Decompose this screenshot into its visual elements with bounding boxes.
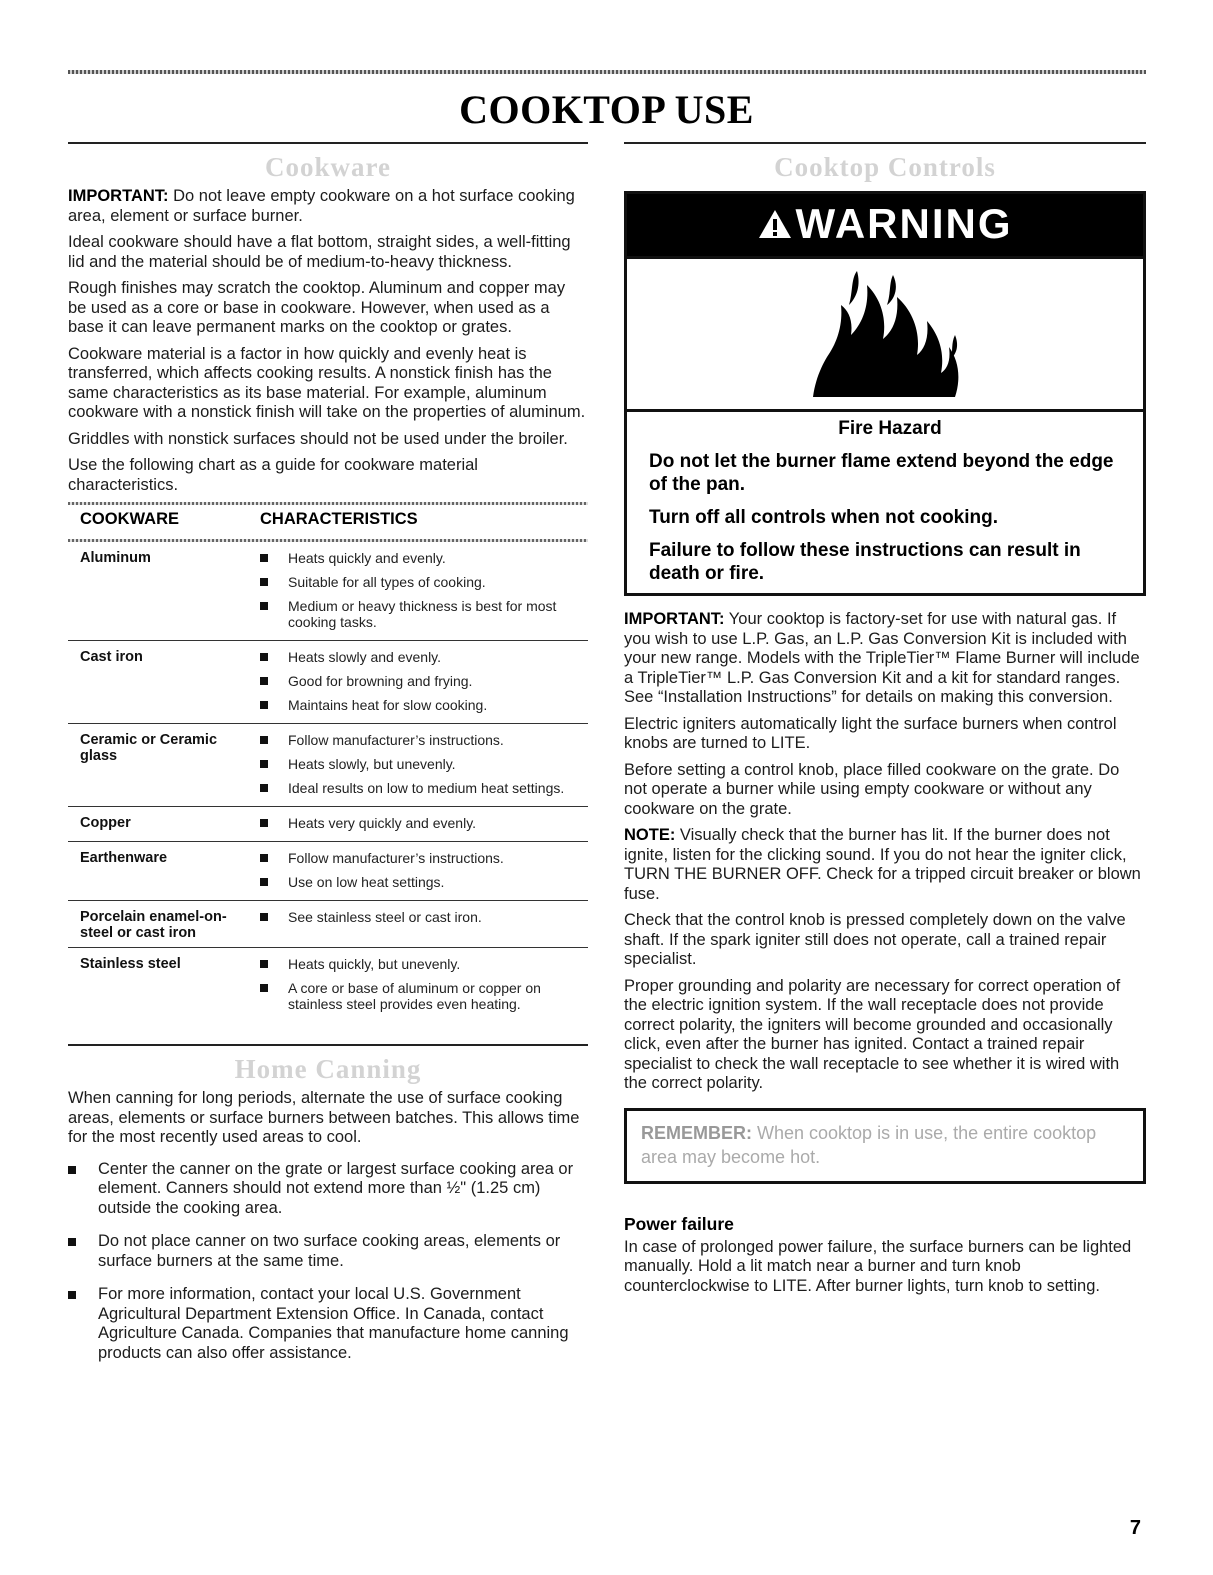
cookware-name: Ceramic or Ceramic glass — [80, 732, 218, 764]
cookware-name: Cast iron — [80, 649, 143, 665]
controls-important — [624, 610, 1146, 708]
controls-paragraph: Proper grounding and polarity are necessary for correct operation of the electric ignition system. If the wall receptacle does not provide correct polarity, the igniters will become grounded and occasionally click, even after the burner has ignited. Contact a trained repair specialist to check the wall receptacle to see whether it is wired with the correct polarity. — [624, 976, 1121, 1092]
table-row — [68, 807, 588, 842]
list-item — [256, 697, 588, 713]
page-number: 7 — [1129, 1517, 1141, 1539]
bullet-icon — [260, 913, 268, 921]
fire-hazard-image — [627, 256, 1143, 412]
controls-paragraph: Before setting a control knob, place filled cookware on the grate. Do not operate a burner while using empty cookware or without any cookware on the grate. — [624, 760, 1120, 818]
bullet-icon — [260, 701, 268, 709]
cookware-name: Copper — [80, 815, 131, 831]
bullet-icon — [260, 653, 268, 661]
right-column — [624, 142, 1146, 1303]
list-item — [256, 550, 588, 566]
list-item-text: Heats slowly, but unevenly. — [288, 756, 456, 772]
cookware-name: Stainless steel — [80, 956, 181, 972]
bullet-icon — [260, 784, 268, 792]
warning-label: WARNING — [795, 200, 1013, 247]
home-canning-intro: When canning for long periods, alternate the use of surface cooking areas, elements or surface burners between batches. This allows time for the most recently used areas to cool. — [68, 1089, 580, 1146]
section-rule — [68, 1044, 588, 1046]
list-item — [256, 598, 588, 630]
cookware-paragraph: Rough finishes may scratch the cooktop. Aluminum and copper may be used as a core or base in cookware. However, when used as a base it can leave permanent marks on the cooktop or grates. — [68, 279, 566, 336]
cookware-paragraph: Cookware material is a factor in how quickly and evenly heat is transferred, which affects cooking results. A nonstick finish has the same characteristics as its base material. For example, aluminum cookware with a nonstick finish will take on the properties of aluminum. — [68, 344, 586, 421]
table-row — [68, 901, 588, 948]
list-item — [256, 956, 588, 972]
table-header — [68, 505, 588, 539]
cookware-name: Earthenware — [80, 850, 168, 866]
bullet-icon — [260, 578, 268, 586]
bullet-icon — [260, 677, 268, 685]
list-item-text: A core or base of aluminum or copper on stainless steel provides even heating. — [288, 980, 541, 1012]
list-item-text: Medium or heavy thickness is best for most cooking tasks. — [288, 598, 557, 630]
table-row — [68, 542, 588, 641]
bullet-icon — [260, 854, 268, 862]
list-item-text: See stainless steel or cast iron. — [288, 909, 482, 925]
warning-box — [624, 191, 1146, 596]
cookware-name: Porcelain enamel-on-steel or cast iron — [80, 909, 227, 941]
list-item-text: Ideal results on low to medium heat settings. — [288, 780, 565, 796]
warning-line: Failure to follow these instructions can result in death or fire. — [649, 540, 1081, 584]
cookware-table — [68, 502, 588, 1022]
list-item-text: Suitable for all types of cooking. — [288, 574, 486, 590]
note-label: NOTE: — [624, 826, 676, 844]
remember-box — [624, 1108, 1146, 1184]
bullet-icon — [260, 878, 268, 886]
list-item-text: Follow manufacturer’s instructions. — [288, 732, 504, 748]
list-item — [256, 649, 588, 665]
left-column — [68, 142, 588, 1377]
list-item-text: Heats slowly and evenly. — [288, 649, 442, 665]
top-dotted-rule — [68, 70, 1146, 74]
warning-text — [627, 412, 1143, 593]
important-text: Do not leave empty cookware on a hot surface cooking area, element or surface burner. — [68, 187, 575, 225]
section-rule — [68, 142, 588, 144]
list-item — [256, 850, 588, 866]
cookware-paragraph: Use the following chart as a guide for cookware material characteristics. — [68, 456, 478, 494]
list-item — [256, 980, 588, 1012]
list-item — [256, 732, 588, 748]
bullet-icon — [68, 1166, 76, 1174]
note-text: Visually check that the burner has lit. If the burner does not ignite, listen for the clicking sound. If you do not hear the igniter click, TURN THE BURNER OFF. Check for a tripped circuit breaker or blown fuse. — [624, 826, 1141, 903]
table-row — [68, 948, 588, 1022]
cookware-paragraph: Ideal cookware should have a flat bottom, straight sides, a well-fitting lid and the material should be of medium-to-heavy thickness. — [68, 233, 571, 271]
list-item — [256, 874, 588, 890]
flame-icon — [805, 269, 965, 399]
bullet-icon — [68, 1238, 76, 1246]
list-item-text: Maintains heat for slow cooking. — [288, 697, 488, 713]
controls-note — [624, 826, 1146, 904]
power-failure-heading: Power failure — [624, 1213, 734, 1234]
controls-paragraph: Electric igniters automatically light the surface burners when control knobs are turned to LITE. — [624, 714, 1117, 752]
column-header-characteristics: CHARACTERISTICS — [260, 510, 418, 528]
bullet-icon — [260, 760, 268, 768]
list-item-text: For more information, contact your local U.S. Government Agricultural Department Extension Office. In Canada, contact Agriculture Canada. Companies that manufacture home canning products can also offer assistance. — [98, 1285, 569, 1362]
home-canning-heading: Home Canning — [234, 1054, 422, 1084]
page-title: COOKTOP USE — [459, 87, 754, 132]
table-row — [68, 641, 588, 724]
warning-triangle-icon — [758, 208, 792, 240]
cookware-important — [68, 187, 588, 226]
bullet-icon — [260, 554, 268, 562]
important-label: IMPORTANT: — [68, 187, 169, 205]
remember-label: REMEMBER: — [641, 1122, 752, 1143]
list-item-text: Good for browning and frying. — [288, 673, 473, 689]
list-item-text: Use on low heat settings. — [288, 874, 445, 890]
remember-text: When cooktop is in use, the entire cooktop area may become hot. — [641, 1122, 1097, 1167]
bullet-icon — [260, 602, 268, 610]
bullet-icon — [260, 736, 268, 744]
list-item-text: Follow manufacturer’s instructions. — [288, 850, 504, 866]
list-item — [68, 1232, 588, 1271]
column-header-cookware: COOKWARE — [80, 510, 179, 528]
list-item-text: Heats very quickly and evenly. — [288, 815, 477, 831]
bullet-icon — [260, 819, 268, 827]
cookware-paragraph: Griddles with nonstick surfaces should not be used under the broiler. — [68, 429, 568, 448]
list-item — [256, 673, 588, 689]
cooktop-controls-heading: Cooktop Controls — [774, 152, 996, 182]
list-item — [68, 1160, 588, 1219]
list-item — [256, 909, 588, 925]
warning-line: Turn off all controls when not cooking. — [649, 507, 999, 528]
warning-header — [627, 194, 1143, 256]
power-failure-text: In case of prolonged power failure, the surface burners can be lighted manually. Hold a lit match near a burner and turn knob counterclockwise to LITE. After burner lights, turn knob to setting. — [624, 1237, 1132, 1295]
table-row — [68, 724, 588, 807]
list-item — [256, 756, 588, 772]
list-item-text: Do not place canner on two surface cooking areas, elements or surface burners at the same time. — [98, 1232, 561, 1270]
cookware-heading: Cookware — [265, 152, 391, 182]
warning-line: Do not let the burner flame extend beyond the edge of the pan. — [649, 451, 1114, 495]
list-item — [68, 1285, 588, 1363]
controls-paragraph: Check that the control knob is pressed completely down on the valve shaft. If the spark igniter still does not operate, call a trained repair specialist. — [624, 911, 1126, 968]
list-item — [256, 780, 588, 796]
table-row — [68, 842, 588, 901]
list-item-text: Heats quickly and evenly. — [288, 550, 446, 566]
cookware-name: Aluminum — [80, 550, 151, 566]
list-item-text: Heats quickly, but unevenly. — [288, 956, 461, 972]
important-text: Your cooktop is factory-set for use with natural gas. If you wish to use L.P. Gas, an L.P. Gas Conversion Kit is included with your new range. Models with the TripleTier™ Flame Burner will include a TripleTier™ L.P. Gas Conversion Kit and a kit for standard ranges. See “Installation Instructions” for details on making this conversion. — [624, 610, 1140, 706]
list-item — [256, 815, 588, 831]
important-label: IMPORTANT: — [624, 610, 725, 628]
bullet-icon — [260, 984, 268, 992]
list-item — [256, 574, 588, 590]
hazard-title: Fire Hazard — [838, 418, 942, 439]
section-rule — [624, 142, 1146, 144]
bullet-icon — [260, 960, 268, 968]
list-item-text: Center the canner on the grate or largest surface cooking area or element. Canners should not extend more than ½" (1.25 cm) outside the cooking area. — [98, 1159, 574, 1217]
bullet-icon — [68, 1291, 76, 1299]
